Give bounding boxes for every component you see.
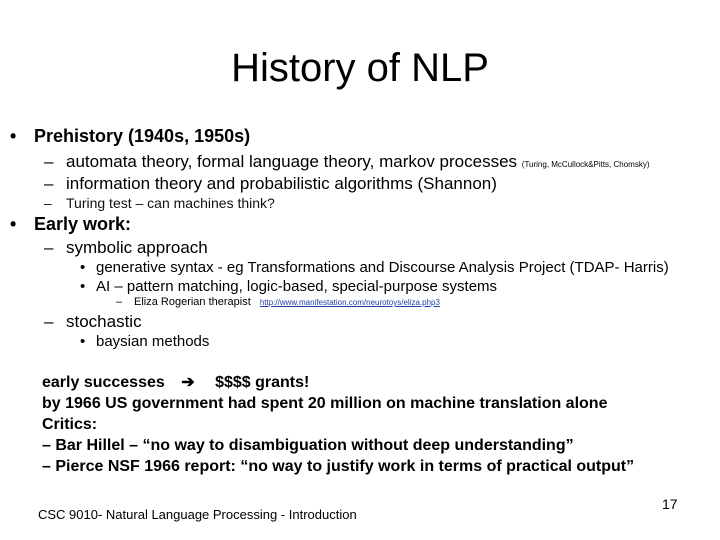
- bullet-marker: •: [10, 126, 17, 146]
- item-turing-test: Turing test – can machines think?: [66, 195, 275, 211]
- bullet-prehistory: Prehistory (1940s, 1950s): [34, 126, 251, 146]
- item-eliza: [134, 296, 440, 308]
- item-eliza-text: Eliza Rogerian therapist: [134, 296, 251, 308]
- government-spending-line: by 1966 US government had spent 20 million on machine translation alone: [42, 395, 608, 412]
- dash-marker: –: [44, 195, 52, 211]
- critic-bar-hillel: – Bar Hillel – “no way to disambiguation without deep understanding”: [42, 437, 574, 454]
- bullet-marker: •: [10, 214, 17, 234]
- dash-marker: –: [44, 152, 54, 171]
- dash-marker: –: [44, 238, 54, 257]
- early-successes-line: [42, 372, 309, 393]
- critic-pierce: – Pierce NSF 1966 report: “no way to justify work in terms of practical output”: [42, 458, 635, 475]
- dash-marker: –: [44, 174, 54, 193]
- footer-course-title: CSC 9010- Natural Language Processing - Introduction: [38, 507, 357, 522]
- item-generative-syntax: generative syntax - eg Transformations and Discourse Analysis Project (TDAP- Harris): [96, 259, 669, 276]
- dash-marker: –: [116, 296, 123, 308]
- dot-marker: •: [80, 333, 86, 350]
- item-ai-pattern-matching: AI – pattern matching, logic-based, special-purpose systems: [96, 278, 498, 295]
- item-automata-note: (Turing, McCullock&Pitts, Chomsky): [521, 160, 650, 169]
- bullet-early-work: Early work:: [34, 214, 132, 234]
- dash-marker: –: [44, 312, 54, 331]
- item-baysian-methods: baysian methods: [96, 333, 210, 350]
- item-information-theory: information theory and probabilistic algorithms (Shannon): [66, 174, 497, 193]
- dot-marker: •: [80, 259, 86, 276]
- eliza-link[interactable]: http://www.manifestation.com/neurotoys/eliza.php3: [259, 298, 440, 307]
- item-automata-theory: [66, 152, 650, 172]
- slide-title: History of NLP: [231, 46, 489, 90]
- item-symbolic-approach: symbolic approach: [66, 238, 208, 257]
- page-number: 17: [662, 496, 678, 512]
- grants-text: $$$$ grants!: [215, 374, 310, 391]
- item-automata-text: automata theory, formal language theory, markov processes: [66, 152, 518, 171]
- dot-marker: •: [80, 278, 86, 295]
- right-arrow-icon: ➔: [181, 374, 195, 391]
- critics-heading: Critics:: [42, 416, 98, 433]
- early-successes-text: early successes: [42, 374, 165, 391]
- item-stochastic: stochastic: [66, 312, 142, 331]
